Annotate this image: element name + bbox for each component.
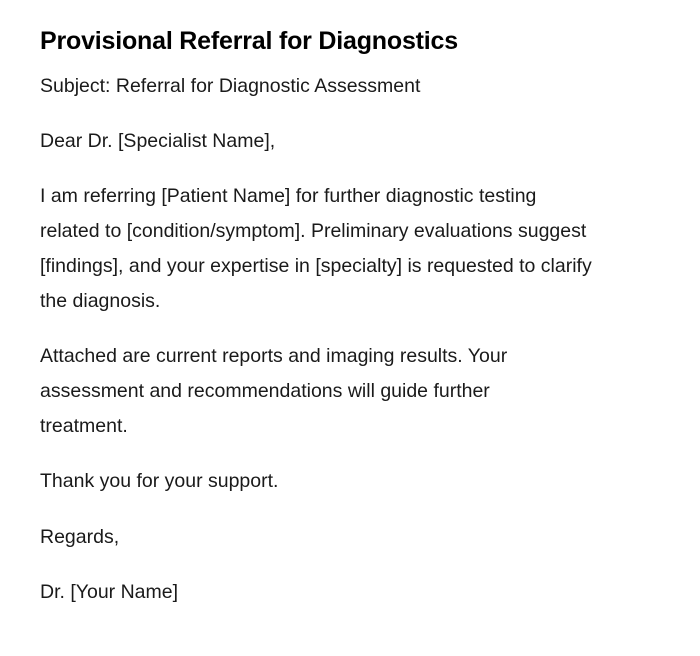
subject-line: Subject: Referral for Diagnostic Assessment: [40, 75, 421, 97]
salutation: Dear Dr. [Specialist Name],: [40, 130, 276, 152]
body-paragraph-referral: I am referring [Patient Name] for further diagnostic testing related to [condition/symptom]. Preliminary evaluations suggest [findings], and your expertise in [specialty] is requested to clarify the diagnosis.: [40, 185, 592, 312]
closing-line: Regards,: [40, 526, 120, 548]
signature: Dr. [Your Name]: [40, 581, 179, 603]
document-title: Provisional Referral for Diagnostics: [40, 27, 458, 55]
body-paragraph-attachments: Attached are current reports and imaging results. Your assessment and recommendations will guide further treatment.: [40, 345, 508, 437]
letter-document: [40, 20, 660, 610]
thanks-line: Thank you for your support.: [40, 470, 279, 492]
